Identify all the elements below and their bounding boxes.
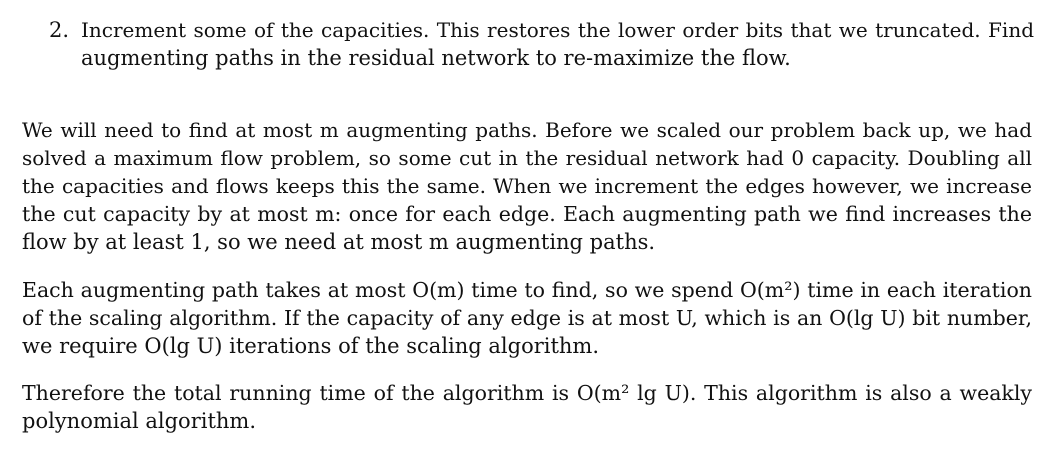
paragraph-line: Each augmenting path takes at most O(m) time to find, so we spend O(m²) time in each iteration [22, 278, 1032, 302]
paragraph-iteration-time [22, 276, 1032, 360]
paragraph-line: the cut capacity by at most m: once for each edge. Each augmenting path we find increases the [22, 202, 1032, 226]
paragraph-line: of the scaling algorithm. If the capacity of any edge is at most U, which is an O(lg U) bit number, [22, 306, 1032, 330]
list-item-number: 2. [49, 18, 70, 42]
paragraph-line: flow by at least 1, so we need at most m augmenting paths. [22, 230, 656, 254]
paragraph-line: polynomial algorithm. [22, 409, 257, 433]
paragraph-augmenting-paths [22, 116, 1032, 256]
list-item-line-2: augmenting paths in the residual network to re-maximize the flow. [81, 46, 791, 70]
paragraph-line: We will need to find at most m augmenting paths. Before we scaled our problem back up, we had [22, 118, 1032, 142]
paragraph-line: Therefore the total running time of the algorithm is O(m² lg U). This algorithm is also a weakly [22, 381, 1032, 405]
paragraph-total-running-time [22, 379, 1032, 435]
list-item-2 [49, 16, 1034, 72]
paragraph-line: we require O(lg U) iterations of the scaling algorithm. [22, 334, 600, 358]
list-item-line-1: Increment some of the capacities. This restores the lower order bits that we truncated. Find [81, 18, 1034, 42]
paragraph-line: solved a maximum flow problem, so some cut in the residual network had 0 capacity. Doubling all [22, 146, 1032, 170]
paragraph-line: the capacities and flows keeps this the same. When we increment the edges however, we increase [22, 174, 1032, 198]
list-item-text [81, 16, 1034, 72]
